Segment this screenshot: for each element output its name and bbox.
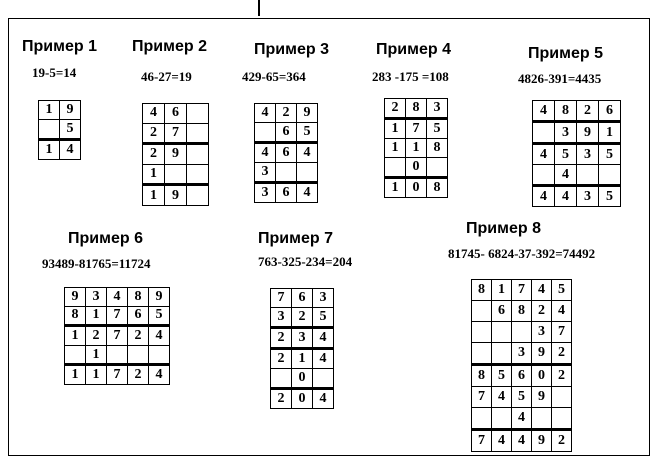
grid-cell: 9 <box>165 144 187 165</box>
example-5-equation: 4826-391=4435 <box>518 71 602 86</box>
grid-cell: 2 <box>577 101 599 122</box>
grid-cell: 6 <box>276 143 297 163</box>
grid-cell: 4 <box>532 280 552 301</box>
grid-cell: 5 <box>599 144 621 165</box>
grid-cell <box>65 345 86 365</box>
grid-cell: 3 <box>292 328 313 349</box>
grid-cell <box>187 144 209 165</box>
grid-row <box>143 123 209 144</box>
grid-cell: 7 <box>512 280 532 301</box>
grid-cell <box>472 343 492 365</box>
example-8-equation: 81745- 6824-37-392=74492 <box>448 246 596 261</box>
grid-cell: 3 <box>86 288 107 307</box>
grid-cell <box>492 322 512 343</box>
grid-cell: 7 <box>165 123 187 144</box>
grid-cell: 2 <box>532 301 552 322</box>
grid-cell <box>297 163 318 183</box>
grid-cell <box>472 408 492 430</box>
grid-cell: 7 <box>271 289 292 308</box>
grid-cell: 4 <box>313 389 334 409</box>
grid-cell: 0 <box>406 178 427 198</box>
grid-cell: 4 <box>143 104 165 124</box>
grid-cell <box>187 104 209 124</box>
grid-cell <box>385 158 406 178</box>
example-3-grid <box>254 103 318 203</box>
grid-row <box>472 322 572 343</box>
grid-cell: 6 <box>599 101 621 122</box>
grid-cell <box>472 322 492 343</box>
grid-cell: 5 <box>297 123 318 143</box>
example-1-grid <box>38 100 81 160</box>
grid-row <box>255 163 318 183</box>
grid-row <box>39 120 81 140</box>
example-6-equation: 93489-81765=11724 <box>42 256 151 271</box>
grid-cell <box>255 123 276 143</box>
grid-cell: 4 <box>297 183 318 203</box>
grid-cell: 2 <box>143 123 165 144</box>
grid-cell: 7 <box>472 387 492 408</box>
example-6-title: Пример 6 <box>68 230 143 247</box>
grid-cell: 2 <box>552 365 572 387</box>
grid-cell: 7 <box>552 322 572 343</box>
grid-cell <box>276 163 297 183</box>
grid-cell: 2 <box>292 308 313 328</box>
example-6-grid <box>64 287 170 385</box>
grid-row <box>65 288 170 307</box>
grid-cell: 9 <box>65 288 86 307</box>
grid-cell: 9 <box>165 185 187 206</box>
grid-row <box>271 349 334 369</box>
grid-cell: 6 <box>492 301 512 322</box>
grid-cell: 7 <box>406 119 427 139</box>
grid-cell: 3 <box>577 144 599 165</box>
grid-row <box>385 99 448 119</box>
grid-cell: 8 <box>406 99 427 119</box>
grid-cell: 9 <box>297 104 318 123</box>
top-tick-mark <box>258 0 260 16</box>
grid-cell: 8 <box>512 301 532 322</box>
grid-cell <box>427 158 448 178</box>
grid-cell: 0 <box>292 369 313 389</box>
example-7-grid <box>270 288 334 409</box>
grid-row <box>143 104 209 124</box>
grid-cell: 4 <box>492 430 512 452</box>
grid-cell: 8 <box>427 178 448 198</box>
grid-cell: 6 <box>276 183 297 203</box>
example-8-title: Пример 8 <box>466 220 541 237</box>
grid-cell: 1 <box>65 365 86 385</box>
grid-cell: 4 <box>552 301 572 322</box>
grid-cell: 4 <box>107 288 128 307</box>
grid-cell <box>39 120 60 140</box>
grid-cell <box>472 301 492 322</box>
grid-cell: 1 <box>86 365 107 385</box>
grid-row <box>472 343 572 365</box>
example-5-title: Пример 5 <box>528 45 603 62</box>
grid-row <box>271 308 334 328</box>
grid-cell: 1 <box>39 101 60 120</box>
grid-cell: 6 <box>128 306 149 326</box>
grid-cell: 9 <box>532 387 552 408</box>
grid-cell <box>492 408 512 430</box>
grid-cell <box>149 345 170 365</box>
grid-cell: 7 <box>107 365 128 385</box>
grid-cell: 3 <box>255 163 276 183</box>
example-7-title: Пример 7 <box>258 230 333 247</box>
grid-cell: 1 <box>385 119 406 139</box>
grid-cell: 2 <box>143 144 165 165</box>
grid-row <box>143 144 209 165</box>
grid-cell: 9 <box>577 122 599 144</box>
grid-row <box>65 365 170 385</box>
grid-cell: 8 <box>128 288 149 307</box>
grid-cell: 6 <box>512 365 532 387</box>
grid-cell <box>533 122 555 144</box>
grid-cell: 5 <box>552 280 572 301</box>
grid-row <box>533 122 621 144</box>
grid-cell: 4 <box>533 186 555 207</box>
grid-cell: 5 <box>492 365 512 387</box>
grid-cell: 9 <box>60 101 81 120</box>
grid-cell <box>107 345 128 365</box>
grid-cell: 9 <box>149 288 170 307</box>
grid-cell: 5 <box>555 144 577 165</box>
grid-row <box>255 123 318 143</box>
grid-cell: 4 <box>149 326 170 346</box>
example-4-grid <box>384 98 448 198</box>
grid-row <box>65 326 170 346</box>
example-4-title: Пример 4 <box>376 41 451 58</box>
example-2-equation: 46-27=19 <box>141 69 192 84</box>
grid-cell: 2 <box>128 365 149 385</box>
grid-cell: 7 <box>472 430 492 452</box>
grid-cell: 1 <box>65 326 86 346</box>
grid-cell: 4 <box>533 144 555 165</box>
grid-cell: 8 <box>427 139 448 158</box>
grid-row <box>39 140 81 160</box>
grid-cell: 3 <box>271 308 292 328</box>
grid-cell <box>532 408 552 430</box>
grid-cell: 5 <box>427 119 448 139</box>
grid-cell: 1 <box>143 164 165 185</box>
grid-cell: 3 <box>313 289 334 308</box>
grid-cell: 4 <box>555 165 577 186</box>
grid-cell <box>552 387 572 408</box>
grid-row <box>472 365 572 387</box>
example-4-equation: 283 -175 =108 <box>372 69 449 84</box>
grid-cell: 2 <box>276 104 297 123</box>
grid-cell: 8 <box>65 306 86 326</box>
grid-row <box>472 301 572 322</box>
grid-row <box>472 408 572 430</box>
grid-row <box>65 345 170 365</box>
grid-row <box>533 144 621 165</box>
grid-cell: 2 <box>385 99 406 119</box>
grid-cell <box>533 165 555 186</box>
grid-row <box>472 387 572 408</box>
grid-cell: 1 <box>86 306 107 326</box>
grid-row <box>271 289 334 308</box>
grid-cell <box>577 165 599 186</box>
grid-row <box>255 183 318 203</box>
example-2-grid <box>142 103 209 206</box>
grid-row <box>255 143 318 163</box>
grid-row <box>385 119 448 139</box>
grid-row <box>271 369 334 389</box>
grid-cell: 3 <box>512 343 532 365</box>
grid-cell: 1 <box>86 345 107 365</box>
grid-cell: 2 <box>552 430 572 452</box>
grid-row <box>533 186 621 207</box>
grid-cell: 3 <box>255 183 276 203</box>
grid-cell: 3 <box>577 186 599 207</box>
grid-cell <box>187 164 209 185</box>
grid-row <box>39 101 81 120</box>
example-2-title: Пример 2 <box>132 38 207 55</box>
grid-cell: 1 <box>292 349 313 369</box>
example-5-grid <box>532 100 621 207</box>
grid-cell: 5 <box>149 306 170 326</box>
grid-cell <box>313 369 334 389</box>
example-3-title: Пример 3 <box>254 41 329 58</box>
grid-cell: 4 <box>297 143 318 163</box>
grid-cell: 4 <box>255 104 276 123</box>
grid-cell: 1 <box>39 140 60 160</box>
grid-cell: 2 <box>271 389 292 409</box>
grid-cell: 5 <box>60 120 81 140</box>
example-3-equation: 429-65=364 <box>242 69 306 84</box>
grid-row <box>533 165 621 186</box>
grid-cell: 2 <box>86 326 107 346</box>
grid-row <box>143 185 209 206</box>
example-1-title: Пример 1 <box>22 38 97 55</box>
grid-row <box>143 164 209 185</box>
grid-cell <box>599 165 621 186</box>
grid-cell: 2 <box>271 328 292 349</box>
grid-cell: 3 <box>532 322 552 343</box>
grid-cell: 3 <box>427 99 448 119</box>
grid-cell: 4 <box>313 349 334 369</box>
grid-cell: 1 <box>385 139 406 158</box>
grid-cell: 0 <box>292 389 313 409</box>
grid-cell: 1 <box>492 280 512 301</box>
grid-cell: 9 <box>532 343 552 365</box>
grid-cell: 9 <box>532 430 552 452</box>
grid-cell: 5 <box>313 308 334 328</box>
grid-cell: 4 <box>255 143 276 163</box>
grid-row <box>271 328 334 349</box>
grid-row <box>385 158 448 178</box>
grid-cell: 6 <box>292 289 313 308</box>
grid-cell: 7 <box>107 306 128 326</box>
grid-cell: 7 <box>107 326 128 346</box>
grid-cell: 4 <box>512 408 532 430</box>
grid-cell <box>165 164 187 185</box>
grid-cell: 4 <box>313 328 334 349</box>
grid-row <box>271 389 334 409</box>
grid-cell: 4 <box>512 430 532 452</box>
grid-cell: 1 <box>143 185 165 206</box>
grid-cell: 6 <box>276 123 297 143</box>
grid-cell <box>187 185 209 206</box>
grid-cell: 8 <box>555 101 577 122</box>
grid-cell: 4 <box>555 186 577 207</box>
grid-cell: 8 <box>472 280 492 301</box>
grid-cell <box>552 408 572 430</box>
grid-cell <box>187 123 209 144</box>
grid-cell <box>512 322 532 343</box>
grid-row <box>65 306 170 326</box>
grid-cell <box>492 343 512 365</box>
grid-row <box>472 280 572 301</box>
grid-cell: 1 <box>406 139 427 158</box>
grid-cell: 1 <box>599 122 621 144</box>
grid-row <box>385 178 448 198</box>
grid-row <box>472 430 572 452</box>
grid-cell: 2 <box>552 343 572 365</box>
grid-cell: 4 <box>60 140 81 160</box>
grid-cell: 6 <box>165 104 187 124</box>
grid-cell: 8 <box>472 365 492 387</box>
grid-row <box>385 139 448 158</box>
grid-cell: 4 <box>533 101 555 122</box>
grid-cell: 4 <box>492 387 512 408</box>
example-7-equation: 763-325-234=204 <box>258 254 353 269</box>
example-8-grid <box>471 279 572 452</box>
grid-cell <box>128 345 149 365</box>
grid-cell <box>271 369 292 389</box>
grid-cell: 1 <box>385 178 406 198</box>
grid-cell: 5 <box>512 387 532 408</box>
grid-cell: 3 <box>555 122 577 144</box>
example-1-equation: 19-5=14 <box>32 65 77 80</box>
grid-cell: 5 <box>599 186 621 207</box>
grid-cell: 0 <box>406 158 427 178</box>
grid-cell: 2 <box>128 326 149 346</box>
grid-row <box>533 101 621 122</box>
grid-cell: 4 <box>149 365 170 385</box>
grid-row <box>255 104 318 123</box>
grid-cell: 0 <box>532 365 552 387</box>
grid-cell: 2 <box>271 349 292 369</box>
